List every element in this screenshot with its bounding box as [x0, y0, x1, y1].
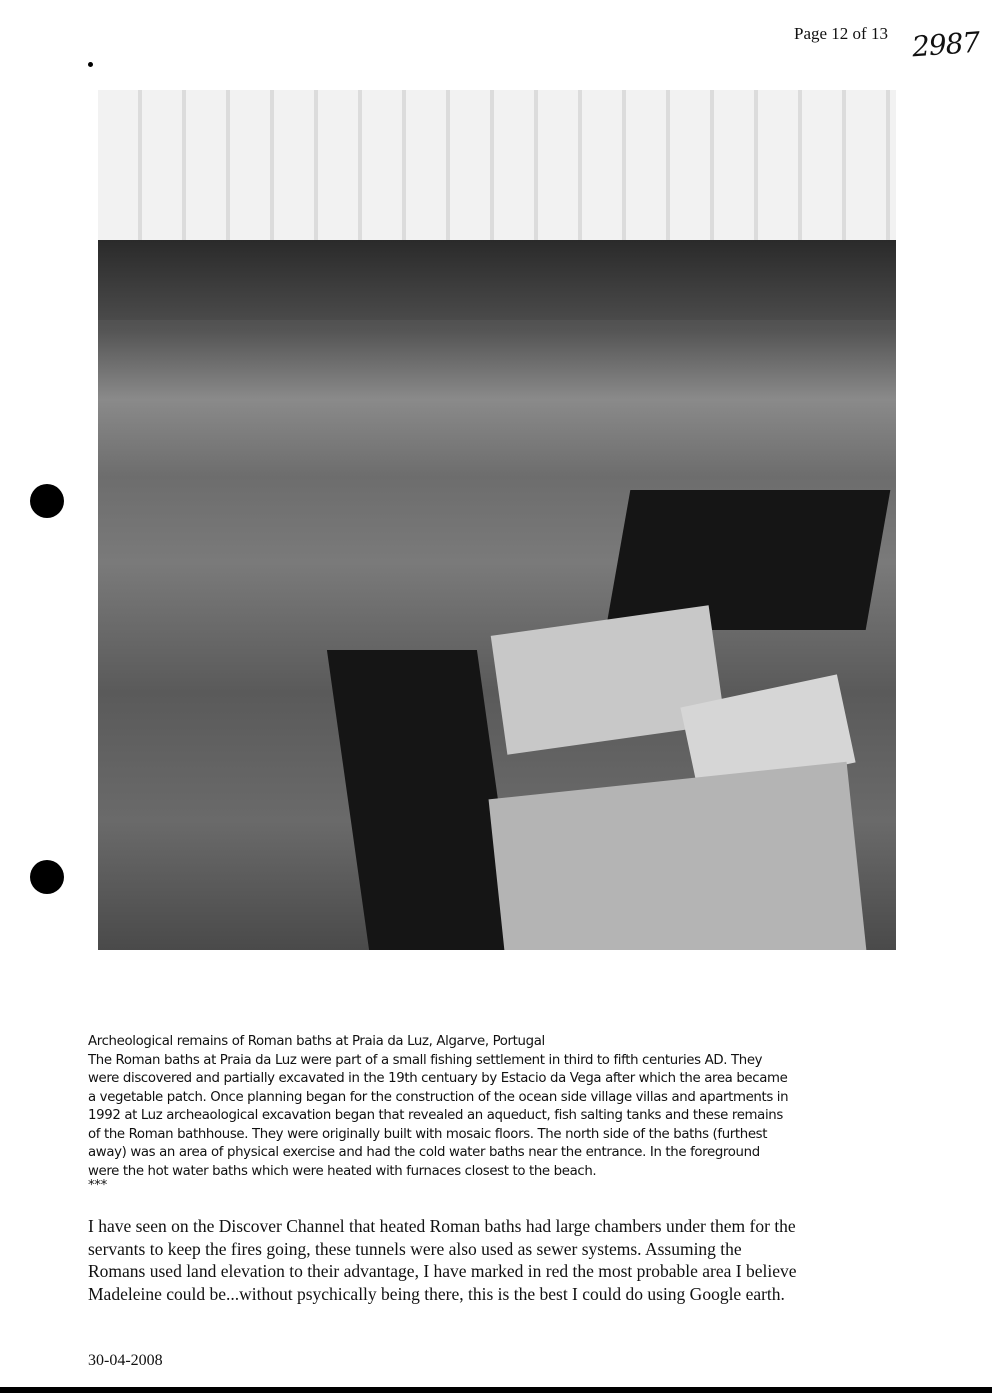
caption-line: were discovered and partially excavated in the 19th centuary by Estacio da Vega after which the area became — [88, 1071, 788, 1086]
comment-line: Madeleine could be...without psychically being there, this is the best I could do using Google earth. — [88, 1283, 785, 1304]
document-date: 30-04-2008 — [88, 1352, 163, 1369]
punch-hole-top — [30, 484, 64, 518]
caption-line: 1992 at Luz archeaological excavation began that revealed an aqueduct, fish salting tanks and these remains — [88, 1108, 783, 1123]
photo-caption — [88, 1033, 908, 1191]
photo-stone-slab — [489, 762, 868, 950]
caption-line: of the Roman bathhouse. They were originally built with mosaic floors. The north side of the baths (furthest — [88, 1126, 768, 1142]
caption-line: a vegetable patch. Once planning began for the construction of the ocean side village villas and apartments in — [88, 1089, 789, 1105]
caption-line: away) was an area of physical exercise and had the cold water baths near the entrance. In the foreground — [88, 1145, 760, 1160]
photo-pit — [606, 490, 891, 630]
comment-line: servants to keep the fires going, these tunnels were also used as sewer systems. Assuming the — [88, 1238, 742, 1259]
punch-hole-bottom — [30, 860, 64, 894]
comment-line: I have seen on the Discover Channel that heated Roman baths had large chambers under them for the — [88, 1216, 796, 1236]
author-comment — [88, 1215, 908, 1305]
scan-bottom-edge — [0, 1387, 992, 1393]
caption-line: The Roman baths at Praia da Luz were part of a small fishing settlement in third to fifth centuries AD. They — [88, 1052, 763, 1068]
scan-speck — [88, 62, 93, 67]
caption-separator: *** — [88, 1178, 107, 1193]
photo-buildings — [98, 90, 896, 250]
photo-dark-wall — [98, 240, 896, 320]
caption-line: Archeological remains of Roman baths at Praia da Luz, Algarve, Portugal — [88, 1034, 545, 1049]
handwritten-annotation: 2987 — [910, 25, 981, 64]
comment-line: Romans used land elevation to their advantage, I have marked in red the most probable area I believe — [88, 1261, 797, 1281]
caption-line: were the hot water baths which were heated with furnaces closest to the beach. — [88, 1163, 597, 1179]
roman-baths-photo — [98, 90, 896, 950]
page-number: Page 12 of 13 — [794, 24, 888, 43]
